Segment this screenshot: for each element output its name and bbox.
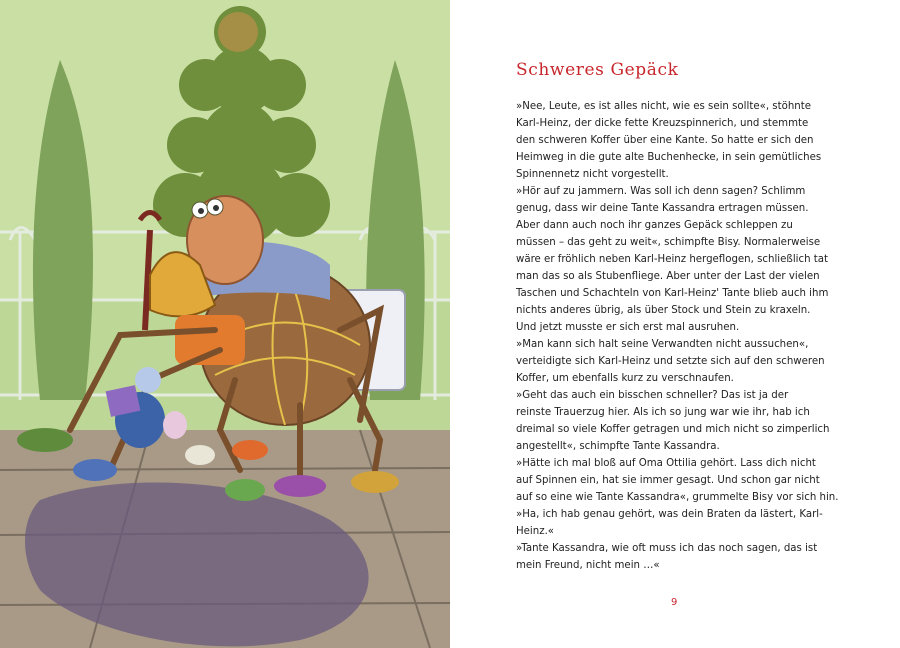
text-line: dreimal so viele Koffer getragen und mich nicht so zimperlich bbox=[516, 424, 830, 435]
text-line: auf Spinnen ein, hat sie immer gesagt. Und schon gar nicht bbox=[516, 475, 820, 486]
text-line: man das so als Stubenfliege. Aber unter der Last der vielen bbox=[516, 271, 820, 282]
text-line: »Geht das auch ein bisschen schneller? Das ist ja der bbox=[516, 390, 789, 401]
text-line: »Nee, Leute, es ist alles nicht, wie es sein sollte«, stöhnte bbox=[516, 101, 812, 112]
text-line: Heimweg in die gute alte Buchenhecke, in sein gemütliches bbox=[516, 152, 822, 163]
text-line: »Man kann sich halt seine Verwandten nicht aussuchen«, bbox=[516, 339, 809, 350]
text-line: Taschen und Schachteln von Karl-Heinz' Tante blieb auch ihm bbox=[516, 288, 829, 299]
text-line: auf so eine wie Tante Kassandra«, grummelte Bisy vor sich hin. bbox=[516, 492, 839, 503]
text-line: reinste Trauerzug hier. Als ich so jung war wie ihr, hab ich bbox=[516, 407, 810, 418]
text-line: Spinnennetz nicht vorgestellt. bbox=[516, 169, 669, 180]
text-line: müssen – das geht zu weit«, schimpfte Bisy. Normalerweise bbox=[516, 237, 821, 248]
text-line: genug, dass wir deine Tante Kassandra ertragen müssen. bbox=[516, 203, 809, 214]
text-line: mein Freund, nicht mein …« bbox=[516, 560, 660, 571]
text-line: Aber dann auch noch ihr ganzes Gepäck schleppen zu bbox=[516, 220, 793, 231]
text-line: Und jetzt musste er sich erst mal ausruhen. bbox=[516, 322, 740, 333]
text-line: Karl-Heinz, der dicke fette Kreuzspinnerich, und stemmte bbox=[516, 118, 809, 129]
page-number: 9 bbox=[671, 597, 678, 608]
text-line: Heinz.« bbox=[516, 526, 555, 537]
text-line: wäre er fröhlich neben Karl-Heinz hergeflogen, schließlich tat bbox=[516, 254, 829, 265]
text-page bbox=[450, 0, 900, 648]
text-line: verteidigte sich Karl-Heinz und setzte sich auf den schweren bbox=[516, 356, 825, 367]
text-line: »Hör auf zu jammern. Was soll ich denn sagen? Schlimm bbox=[516, 186, 806, 197]
story-text bbox=[516, 98, 839, 574]
text-line: nichts anderes übrig, als über Stock und Stein zu kraxeln. bbox=[516, 305, 811, 316]
text-line: »Hätte ich mal bloß auf Oma Ottilia gehört. Lass dich nicht bbox=[516, 458, 816, 469]
text-line: angestellt«, schimpfte Tante Kassandra. bbox=[516, 441, 720, 452]
text-line: »Ha, ich hab genau gehört, was dein Braten da lästert, Karl- bbox=[516, 509, 823, 520]
text-line: »Tante Kassandra, wie oft muss ich das noch sagen, das ist bbox=[516, 543, 818, 554]
chapter-title: Schweres Gepäck bbox=[516, 60, 679, 80]
text-line: den schweren Koffer über eine Kante. So hatte er sich den bbox=[516, 135, 814, 146]
text-line: Koffer, um ebenfalls kurz zu verschnaufen. bbox=[516, 373, 734, 384]
